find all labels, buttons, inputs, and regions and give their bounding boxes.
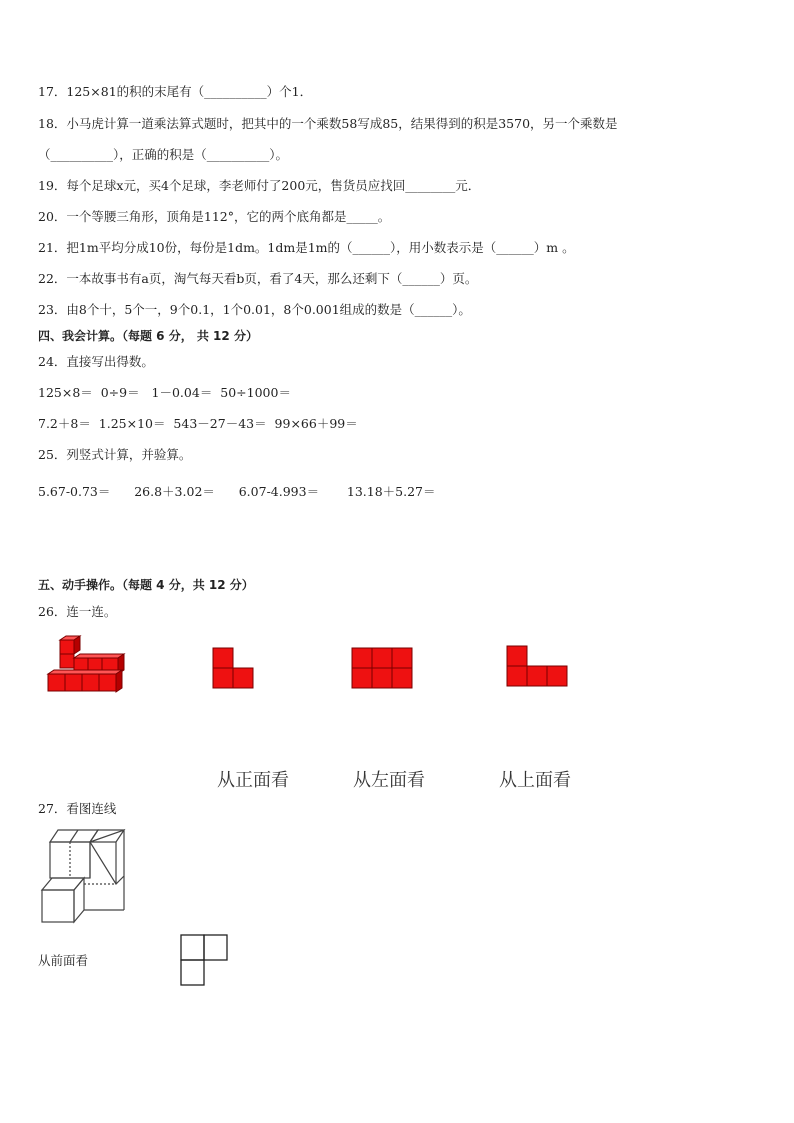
question-22: 22．一本故事书有a页，淘气每天看b页，看了4天，那么还剩下（______）页。 [38, 271, 478, 286]
question-25: 25．列竖式计算，并验算。 [38, 447, 192, 462]
front-view-label: 从前面看 [38, 953, 89, 968]
view-front-label: 从正面看 [217, 770, 289, 791]
front-view-option-figure [179, 933, 231, 989]
view-top-label: 从上面看 [499, 770, 571, 791]
view-labels [0, 766, 794, 790]
question-17: 17．125×81的积的末尾有（__________）个1． [38, 84, 313, 99]
wireframe-cubes-figure [38, 828, 130, 926]
question-20: 20．一个等腰三角形，顶角是112°，它的两个底角都是_____。 [38, 209, 391, 224]
rectangle-view-figure [351, 647, 415, 691]
cube-stack-3d-figure [44, 636, 126, 696]
calc-row-2: 7.2＋8＝ 1.25×10＝ 543－27－43＝ 99×66＋99＝ [38, 416, 358, 431]
view-left-label: 从左面看 [353, 770, 425, 791]
calc-row-1: 125×8＝ 0÷9＝ 1－0.04＝ 50÷1000＝ [38, 385, 291, 400]
long-l-shape-view-figure [506, 645, 570, 689]
calc-row-3: 5.67-0.73＝ 26.8＋3.02＝ 6.07-4.993＝ 13.18＋5.27＝ [38, 484, 436, 499]
question-19: 19．每个足球x元，买4个足球，李老师付了200元，售货员应找回________元． [38, 178, 481, 193]
question-23: 23．由8个十，5个一，9个0.1，1个0.01，8个0.001组成的数是（______）。 [38, 302, 471, 317]
question-18-line2: （__________），正确的积是（__________）。 [38, 147, 289, 162]
section-5-heading: 五、动手操作。（每题 4 分，共 12 分） [38, 578, 254, 592]
question-27: 27．看图连线 [38, 801, 117, 816]
question-18-line1: 18．小马虎计算一道乘法算式题时，把其中的一个乘数58写成85，结果得到的积是3570，另一个乘数是 [38, 116, 618, 131]
question-21: 21．把1m平均分成10份，每份是1dm。1dm是1m的（______），用小数表示是（______）m 。 [38, 240, 575, 255]
section-4-heading: 四、我会计算。（每题 6 分， 共 12 分） [38, 329, 258, 343]
question-24: 24．直接写出得数。 [38, 354, 154, 369]
l-shape-view-figure [212, 647, 256, 691]
question-26: 26．连一连。 [38, 604, 117, 619]
